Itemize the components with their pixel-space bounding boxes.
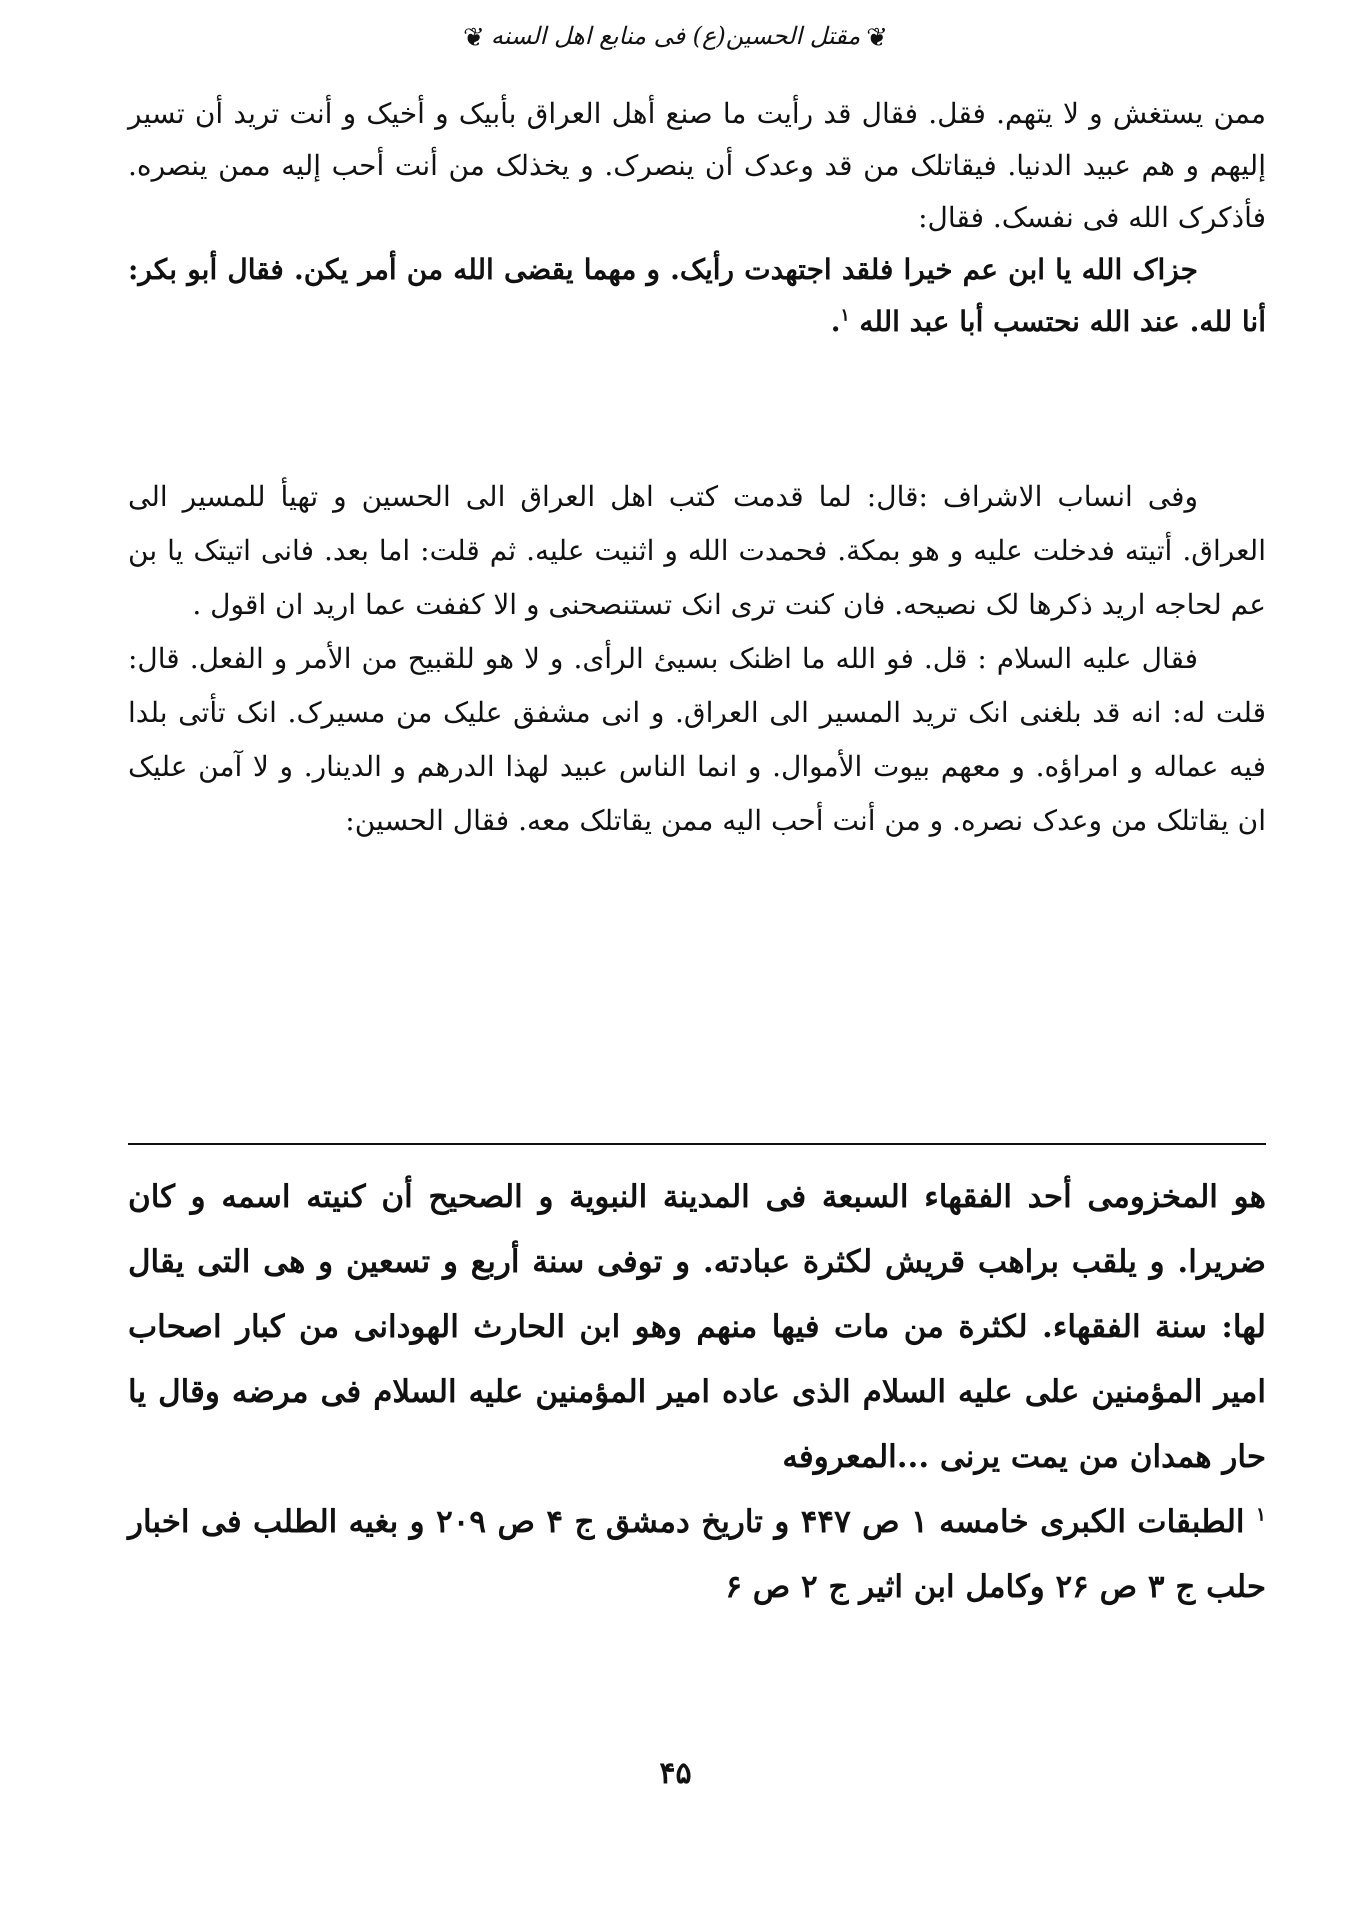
footnote-separator [128, 1143, 1266, 1145]
paragraph: وفی انساب الاشراف :قال: لما قدمت کتب اهل العراق الی الحسين و تهيأ للمسير الی العراق. أتيته فدخلت عليه و هو بمکة. فحمدت الله و اثنيت عليه. ثم قلت: اما بعد. فانی اتيتک يا بن عم لحاجه اريد ذکرها لک نصيحه. فان کنت تری انک تستنصحنی و الا کففت عما اريد ان اقول . [128, 480, 1266, 621]
footnotes [128, 1165, 1266, 1620]
paragraph-quote [128, 244, 1266, 348]
main-text-middle [128, 470, 1266, 848]
quote-end: . [830, 305, 841, 338]
ornament-icon: ❦ [463, 22, 485, 53]
footnote-1 [128, 1490, 1266, 1620]
running-header [0, 22, 1351, 53]
quote-text: جزاک الله يا ابن عم خيرا فلقد اجتهدت رأيک. و مهما يقضی الله من أمر يکن. فقال أبو بکر: أنا لله. عند الله نحتسب أبا عبد الله [128, 253, 1266, 338]
main-text-top [128, 88, 1266, 348]
header-title: مقتل الحسين(ع) فی منابع اهل السنه [490, 22, 861, 50]
footnote-marker: ١ [1256, 1504, 1266, 1526]
paragraph: فقال عليه السلام : قل. فو الله ما اظنک بسيئ الرأی. و لا هو للقبيح من الأمر و الفعل. قال: قلت له: انه قد بلغنی انک تريد المسير الی العراق. و انی مشفق عليک من مسيرک. انک تأتی بلدا فيه عماله و امراؤه. و معهم بيوت الأموال. و انما الناس عبيد لهذا الدرهم و الدينار. و لا آمن عليک ان يقاتلک من وعدک نصره. و من أنت أحب اليه ممن يقاتلک معه. فقال الحسين: [128, 642, 1266, 837]
paragraph: ممن يستغش و لا يتهم. فقل. فقال قد رأيت ما صنع أهل العراق بأبيک و أخيک و أنت تريد أن تسير إليهم و هم عبيد الدنيا. فيقاتلک من قد وعدک أن ينصرک. و يخذلک من أنت أحب إليه ممن ينصره. فأذکرک الله فی نفسک. فقال: [128, 97, 1266, 234]
page-number: ۴۵ [659, 1756, 692, 1791]
footnote-text: الطبقات الکبری خامسه ١ ص ۴۴٧ و تاريخ دمشق ج ۴ ص ٢٠٩ و بغيه الطلب فی اخبار حلب ج ٣ ص ٢۶ وکامل ابن اثير ج ٢ ص ۶ [128, 1504, 1266, 1605]
footnote-biography: هو المخزومی أحد الفقهاء السبعة فی المدينة النبوية و الصحيح أن کنيته اسمه و کان ضريرا. و يلقب براهب قريش لکثرة عبادته. و توفی سنة أربع و تسعين و هی التی يقال لها: سنة الفقهاء. لکثرة من مات فيها منهم وهو ابن الحارث الهودانی من کبار اصحاب امير المؤمنين علی عليه السلام الذی عاده امير المؤمنين عليه السلام فی مرضه وقال يا حار همدان من يمت يرنی ...المعروفه [128, 1179, 1266, 1475]
ornament-icon: ❦ [866, 22, 888, 53]
footnote-marker: ١ [840, 304, 850, 325]
